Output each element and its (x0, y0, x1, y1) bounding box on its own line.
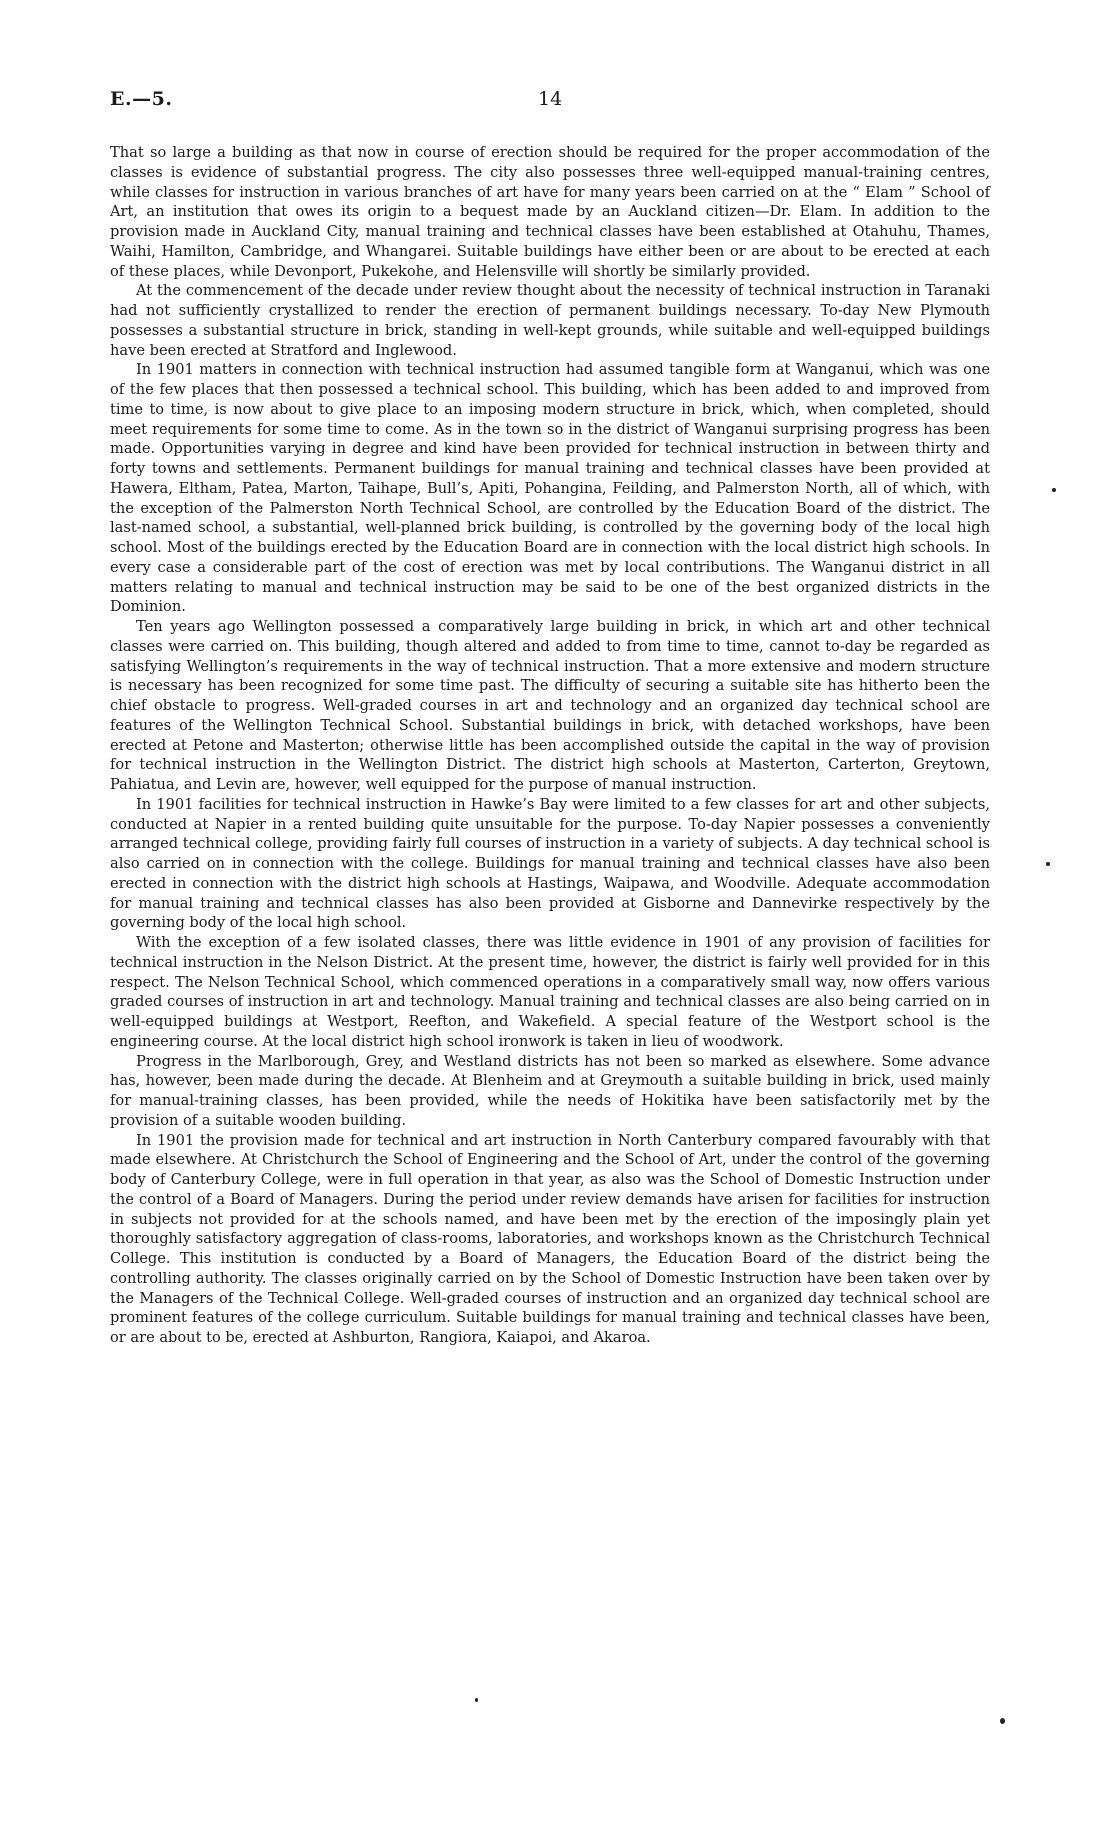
paragraph-north-canterbury: In 1901 the provision made for technical and art instruction in North Canterbury compared favourably with that made elsewhere. At Christchurch the School of Engineering and the School of Art, under the control of the governing body of Canterbury College, were in full operation in that year, as also was the School of Domestic Instruction under the control of a Board of Managers. During the period under review demands have arisen for facilities for instruction in subjects not provided for at the schools named, and have been met by the erection of the imposingly plain yet thoroughly satisfactory aggregation of class-rooms, laboratories, and workshops known as the Christchurch Technical College. This institution is conducted by a Board of Managers, the Education Board of the district being the controlling authority. The classes originally carried on by the School of Domestic Instruction have been taken over by the Managers of the Technical College. Well-graded courses of instruction and an organized day technical school are prominent features of the college curriculum. Suitable buildings for manual training and technical classes have been, or are about to be, erected at Ashburton, Rangiora, Kaiapoi, and Akaroa. (110, 1131, 990, 1346)
print-speck (1046, 862, 1050, 866)
paragraph-auckland-continued: That so large a building as that now in course of erection should be required for the proper accommodation of the classes is evidence of substantial progress. The city also possesses three well-equipped manual-training centres, while classes for instruction in various branches of art have for many years been carried on at the “ Elam ” School of Art, an institution that owes its origin to a bequest made by an Auckland citizen—Dr. Elam. In addition to the provision made in Auckland City, manual training and technical classes have been established at Otahuhu, Thames, Waihi, Hamilton, Cambridge, and Whangarei. Suitable buildings have either been or are about to be erected at each of these places, while Devonport, Pukekohe, and Helensville will shortly be similarly provided. (110, 144, 990, 280)
paragraph-wellington: Ten years ago Wellington possessed a comparatively large building in brick, in which art and other technical classes were carried on. This building, though altered and added to from time to time, cannot to-day be regarded as satisfying Wellington’s requirements in the way of technical instruction. That a more extensive and modern structure is necessary has been recognized for some time past. The difficulty of securing a suitable site has hitherto been the chief obstacle to progress. Well-graded courses in art and technology and an organized day technical school are features of the Wellington Technical School. Substantial buildings in brick, with detached workshops, have been erected at Petone and Masterton; otherwise little has been accomplished outside the capital in the way of provision for technical instruction in the Wellington District. The district high schools at Masterton, Carterton, Greytown, Pahiatua, and Levin are, however, well equipped for the purpose of manual instruction. (110, 618, 990, 793)
print-speck (1052, 488, 1056, 492)
paragraph-taranaki: At the commencement of the decade under review thought about the necessity of technical instruction in Taranaki had not sufficiently crystallized to render the erection of permanent buildings necessary. To-day New Plymouth possesses a substantial structure in brick, standing in well-kept grounds, while suitable and well-equipped buildings have been erected at Stratford and Inglewood. (110, 282, 990, 359)
print-speck (475, 1698, 478, 1702)
print-speck (1000, 1718, 1005, 1724)
paragraph-marlborough-grey-westland: Progress in the Marlborough, Grey, and Westland districts has not been so marked as elsewhere. Some advance has, however, been made during the decade. At Blenheim and at Greymouth a suitable building in brick, used mainly for manual-training classes, has been provided, while the needs of Hokitika have been satisfactorily met by the provision of a suitable wooden building. (110, 1052, 990, 1129)
body-text (110, 143, 990, 1348)
paragraph-hawkes-bay: In 1901 facilities for technical instruction in Hawke’s Bay were limited to a few classes for art and other subjects, conducted at Napier in a rented building quite unsuitable for the purpose. To-day Napier possesses a conveniently arranged technical college, providing fairly full courses of instruction in a variety of subjects. A day technical school is also carried on in connection with the college. Buildings for manual training and technical classes have also been erected in connection with the district high schools at Hastings, Waipawa, and Woodville. Adequate accommodation for manual training and technical classes has also been provided at Gisborne and Dannevirke respectively by the governing body of the local high school. (110, 795, 991, 932)
page-number: 14 (538, 88, 563, 110)
paragraph-nelson: With the exception of a few isolated classes, there was little evidence in 1901 of any provision of facilities for technical instruction in the Nelson District. At the present time, however, the district is fairly well provided for in this respect. The Nelson Technical School, which commenced operations in a comparatively small way, now offers various graded courses of instruction in art and technology. Manual training and technical classes are also being carried on in well-equipped buildings at Westport, Reefton, and Wakefield. A special feature of the Westport school is the engineering course. At the local district high school ironwork is taken in lieu of woodwork. (110, 934, 990, 1050)
page-header (110, 88, 1010, 118)
paragraph-wanganui: In 1901 matters in connection with technical instruction had assumed tangible form at Wanganui, which was one of the few places that then possessed a technical school. This building, which has been added to and improved from time to time, is now about to give place to an imposing modern structure in brick, which, when completed, should meet requirements for some time to come. As in the town so in the district of Wanganui surprising progress has been made. Opportunities varying in degree and kind have been provided for technical instruction in between thirty and forty towns and settlements. Permanent buildings for manual training and technical classes have been provided at Hawera, Eltham, Patea, Marton, Taihape, Bull’s, Apiti, Pohangina, Feilding, and Palmerston North, all of which, with the exception of the Palmerston North Technical School, are controlled by the Education Board of the district. The last-named school, a substantial, well-planned brick building, is controlled by the governing body of the local high school. Most of the buildings erected by the Education Board are in connection with the local district high schools. In every case a considerable part of the cost of erection was met by local contributions. The Wanganui district in all matters relating to manual and technical instruction may be said to be one of the best organized districts in the Dominion. (110, 361, 990, 616)
document-code: E.—5. (110, 88, 173, 110)
